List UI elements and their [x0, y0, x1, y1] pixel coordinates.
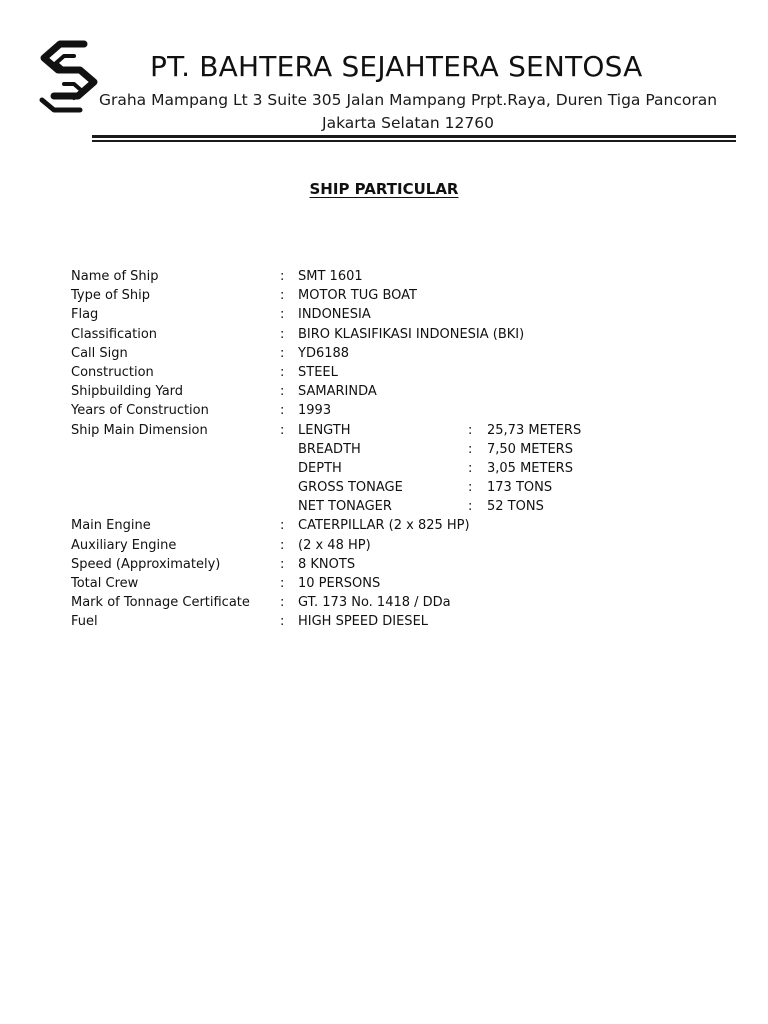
field-separator: : — [280, 403, 285, 419]
field-label: Mark of Tonnage Certificate — [71, 595, 250, 611]
field-separator: : — [280, 364, 285, 380]
dimension-value: 25,73 METERS — [487, 422, 582, 438]
dimension-label: GROSS TONAGE — [298, 480, 403, 496]
row-shipbuilding-yard — [71, 382, 711, 401]
row-dimension-gross-tonage — [71, 478, 711, 497]
field-value: CATERPILLAR (2 x 825 HP) — [298, 518, 470, 534]
dimension-separator: : — [468, 480, 473, 496]
field-label: Type of Ship — [71, 288, 151, 304]
field-label: Main Engine — [71, 518, 151, 534]
field-label: Speed (Approximately) — [71, 556, 221, 572]
field-value: HIGH SPEED DIESEL — [298, 614, 429, 630]
field-value: BIRO KLASIFIKASI INDONESIA (BKI) — [298, 326, 525, 342]
field-separator: : — [280, 384, 285, 400]
dimension-separator: : — [468, 422, 473, 438]
row-speed — [71, 555, 711, 574]
field-separator: : — [280, 307, 285, 323]
field-separator: : — [280, 422, 285, 438]
field-value: SAMARINDA — [298, 384, 377, 400]
row-dimension-length — [71, 421, 711, 440]
dimension-label: LENGTH — [298, 422, 351, 438]
row-dimension-depth — [71, 459, 711, 478]
field-value: SMT 1601 — [298, 269, 363, 284]
header-divider-thin — [92, 140, 736, 142]
field-separator: : — [280, 614, 285, 630]
row-flag — [71, 305, 711, 324]
field-value: 10 PERSONS — [298, 576, 381, 591]
row-name-of-ship — [71, 267, 711, 286]
field-label: Shipbuilding Yard — [71, 384, 184, 400]
field-value: MOTOR TUG BOAT — [298, 288, 417, 304]
dimension-separator: : — [468, 499, 473, 515]
dimension-label: NET TONAGER — [298, 499, 392, 515]
field-label: Fuel — [71, 614, 98, 630]
field-label: Classification — [71, 326, 158, 342]
field-label: Auxiliary Engine — [71, 537, 177, 553]
field-value: STEEL — [298, 364, 338, 380]
row-fuel — [71, 612, 711, 631]
row-main-engine — [71, 516, 711, 535]
field-separator: : — [280, 345, 285, 361]
row-call-sign — [71, 344, 711, 363]
ship-particulars-table — [71, 267, 711, 632]
field-value: GT. 173 No. 1418 / DDa — [298, 595, 451, 611]
dimension-separator: : — [468, 441, 473, 457]
dimension-value: 173 TONS — [487, 480, 553, 496]
field-label: Name of Ship — [71, 269, 159, 284]
field-value: YD6188 — [298, 345, 350, 361]
field-value: INDONESIA — [298, 307, 371, 323]
company-address-line-1: Graha Mampang Lt 3 Suite 305 Jalan Mampang Prpt.Raya, Duren Tiga Pancoran — [98, 91, 718, 109]
field-value: 8 KNOTS — [298, 556, 356, 572]
dimension-label: DEPTH — [298, 460, 342, 476]
row-total-crew — [71, 574, 711, 593]
field-separator: : — [280, 537, 285, 553]
field-separator: : — [280, 595, 285, 611]
field-value: 1993 — [298, 403, 332, 419]
company-address-line-2: Jakarta Selatan 12760 — [322, 114, 494, 132]
row-classification — [71, 325, 711, 344]
field-label: Total Crew — [71, 576, 139, 591]
field-separator: : — [280, 556, 285, 572]
row-type-of-ship — [71, 286, 711, 305]
dimension-value: 3,05 METERS — [487, 460, 573, 476]
header-divider-thick — [92, 135, 736, 138]
row-dimension-breadth — [71, 440, 711, 459]
field-value: (2 x 48 HP) — [298, 537, 371, 553]
dimension-separator: : — [468, 460, 473, 476]
dimension-label: BREADTH — [298, 441, 361, 457]
field-separator: : — [280, 326, 285, 342]
field-separator: : — [280, 288, 285, 304]
field-label: Years of Construction — [71, 403, 209, 419]
row-construction — [71, 363, 711, 382]
field-separator: : — [280, 576, 285, 591]
dimension-value: 7,50 METERS — [487, 441, 573, 457]
field-label: Construction — [71, 364, 154, 380]
row-years-of-construction — [71, 401, 711, 420]
row-auxiliary-engine — [71, 536, 711, 555]
company-name: PT. BAHTERA SEJAHTERA SENTOSA — [150, 50, 643, 83]
field-label: Ship Main Dimension — [71, 422, 208, 438]
field-label: Call Sign — [71, 345, 128, 361]
field-separator: : — [280, 269, 285, 284]
field-separator: : — [280, 518, 285, 534]
document-title: SHIP PARTICULAR — [309, 180, 459, 198]
dimension-value: 52 TONS — [487, 499, 544, 515]
field-label: Flag — [71, 307, 99, 323]
row-tonnage-certificate — [71, 593, 711, 612]
row-dimension-net-tonager — [71, 497, 711, 516]
